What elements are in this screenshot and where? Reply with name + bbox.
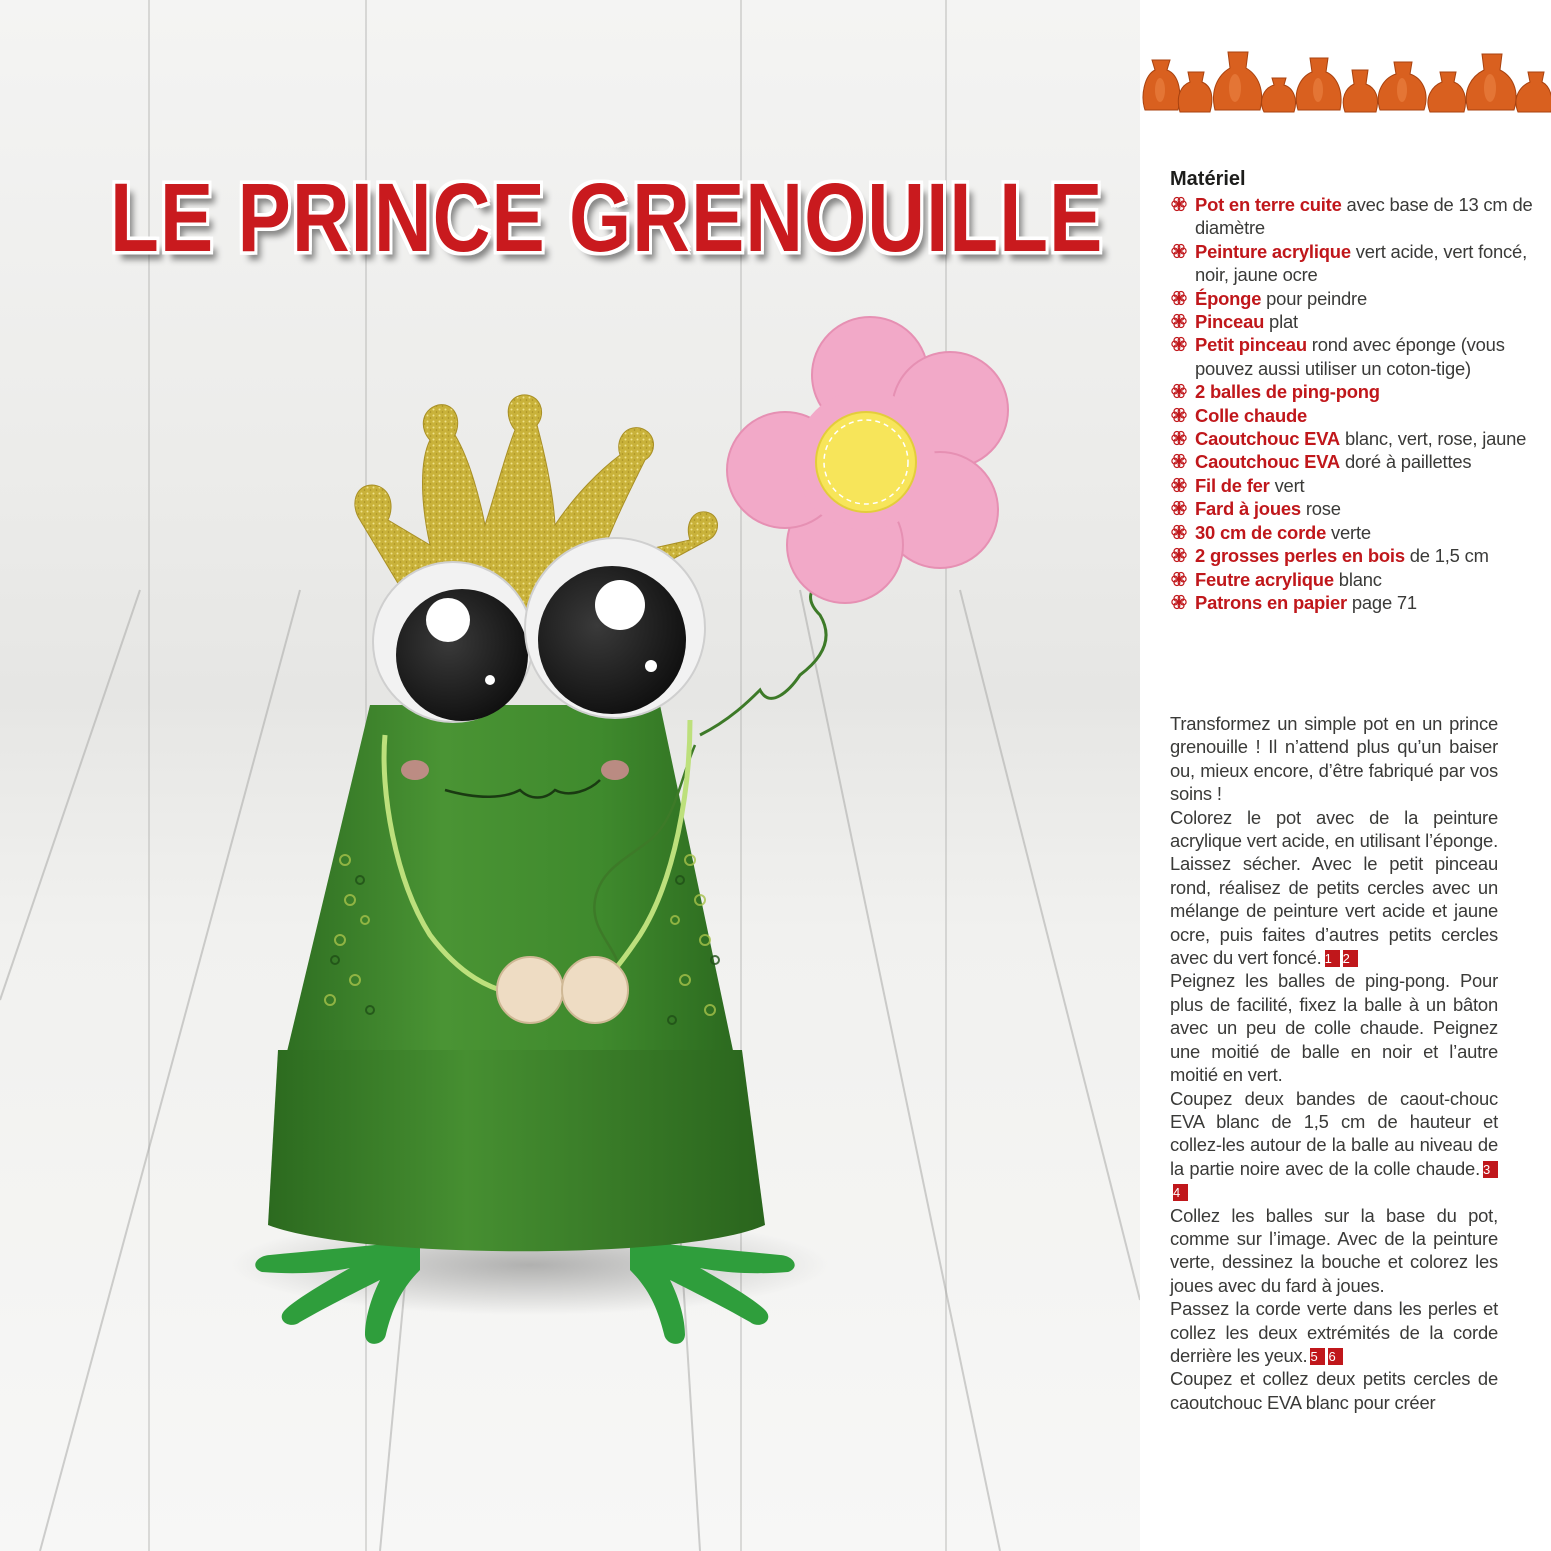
flower-bullet-icon: [1170, 195, 1188, 213]
material-detail: blanc, vert, rose, jaune: [1340, 428, 1527, 450]
materials-list: [1170, 168, 1540, 614]
flower-wire: [700, 580, 826, 735]
material-name: Caoutchouc EVA: [1195, 428, 1341, 450]
material-name: 2 balles de ping-pong: [1195, 381, 1380, 403]
material-name: Feutre acrylique: [1195, 568, 1334, 590]
right-eye: [525, 538, 705, 718]
material-detail: vert acide, vert foncé, noir, jaune ocre: [1195, 240, 1527, 286]
material-item: [1170, 240, 1540, 287]
material-item: [1170, 544, 1540, 567]
material-item: [1170, 427, 1540, 450]
flower-bullet-icon: [1170, 242, 1188, 260]
pink-flower: [727, 317, 1008, 603]
instruction-text: Coupez deux bandes de caout-chouc EVA blanc de 1,5 cm de hauteur et collez-les autour de la balle au niveau de la partie noire avec de la colle chaude.: [1170, 1087, 1498, 1179]
flower-bullet-icon: [1170, 570, 1188, 588]
instruction-text: Transformez un simple pot en un prince grenouille ! Il n’attend plus qu’un baiser ou, mieux encore, d’être fabriqué par vos soins !: [1170, 713, 1498, 805]
material-item: [1170, 310, 1540, 333]
step-number-badge: 5: [1310, 1348, 1325, 1365]
material-name: Éponge: [1195, 287, 1262, 309]
material-name: Colle chaude: [1195, 404, 1308, 426]
material-detail: rose: [1300, 498, 1341, 520]
step-number-badge: 6: [1328, 1348, 1343, 1365]
material-detail: avec base de 13 cm de diamètre: [1195, 194, 1533, 239]
material-name: Patrons en papier: [1195, 591, 1347, 613]
right-cheek: [601, 760, 629, 780]
flower-bullet-icon: [1170, 593, 1188, 611]
flower-bullet-icon: [1170, 289, 1188, 307]
flower-bullet-icon: [1170, 452, 1188, 470]
instruction-paragraph: [1170, 1204, 1498, 1298]
material-item: [1170, 521, 1540, 544]
instruction-paragraph: [1170, 969, 1498, 1086]
instruction-paragraph: [1170, 1087, 1498, 1204]
flower-bullet-icon: [1170, 382, 1188, 400]
materials-items: [1170, 193, 1540, 614]
material-item: [1170, 591, 1540, 614]
material-detail: vert: [1269, 474, 1305, 496]
instruction-text: Colorez le pot avec de la peinture acrylique vert acide, en utilisant l’éponge. Laissez sécher. Avec le petit pinceau rond, réalisez de petits cercles avec un mélange de peinture vert acide et jaune ocre, puis faites d’autres petits cercles avec du vert foncé.: [1170, 806, 1498, 969]
material-name: 2 grosses perles en bois: [1195, 545, 1405, 567]
material-name: Petit pinceau: [1195, 334, 1307, 356]
instruction-paragraph: [1170, 1367, 1498, 1414]
wood-bead-right: [562, 957, 628, 1023]
instruction-text: Coupez et collez deux petits cercles de caoutchouc EVA blanc pour créer: [1170, 1368, 1498, 1413]
wood-bead-left: [497, 957, 563, 1023]
material-detail: plat: [1264, 311, 1298, 333]
pottery-band-image: [1140, 40, 1551, 122]
instruction-text: Peignez les balles de ping-pong. Pour plus de facilité, fixez la balle à un bâton avec un peu de colle chaude. Peignez une moitié de balle en noir et l’autre moitié en vert.: [1170, 970, 1498, 1086]
material-name: 30 cm de corde: [1195, 521, 1327, 543]
material-item: [1170, 193, 1540, 240]
flower-bullet-icon: [1170, 523, 1188, 541]
material-detail: blanc: [1333, 568, 1382, 590]
material-item: [1170, 404, 1540, 427]
step-number-badge: 1: [1325, 950, 1340, 967]
flower-bullet-icon: [1170, 335, 1188, 353]
step-number-badge: 3: [1483, 1161, 1498, 1178]
material-name: Peinture acrylique: [1195, 240, 1351, 262]
instruction-text: Collez les balles sur la base du pot, comme sur l’image. Avec de la peinture verte, dessinez la bouche et colorez les joues avec du fard à joues.: [1170, 1204, 1498, 1296]
material-detail: verte: [1326, 521, 1371, 543]
left-cheek: [401, 760, 429, 780]
instructions-text: [1170, 712, 1498, 1414]
step-number-badge: 2: [1343, 950, 1358, 967]
flower-bullet-icon: [1170, 406, 1188, 424]
material-name: Pinceau: [1195, 311, 1265, 333]
materials-heading: Matériel: [1170, 168, 1246, 190]
instruction-text: Passez la corde verte dans les perles et collez les deux extrémités de la corde derrière les yeux.: [1170, 1298, 1498, 1366]
flower-bullet-icon: [1170, 312, 1188, 330]
material-detail: pour peindre: [1261, 287, 1368, 309]
material-name: Fard à joues: [1195, 498, 1301, 520]
material-item: [1170, 333, 1540, 380]
flower-bullet-icon: [1170, 429, 1188, 447]
flower-bullet-icon: [1170, 499, 1188, 517]
material-item: [1170, 497, 1540, 520]
flower-bullet-icon: [1170, 546, 1188, 564]
material-detail: rond avec éponge (vous pouvez aussi utiliser un coton-tige): [1195, 334, 1505, 379]
flower-bullet-icon: [1170, 476, 1188, 494]
material-name: Fil de fer: [1195, 474, 1270, 496]
sidebar: [1140, 0, 1551, 1551]
material-item: [1170, 380, 1540, 403]
material-detail: page 71: [1346, 591, 1417, 613]
material-detail: de 1,5 cm: [1404, 545, 1489, 567]
material-item: [1170, 450, 1540, 473]
left-eye: [373, 562, 533, 722]
material-item: [1170, 287, 1540, 310]
step-number-badge: 4: [1173, 1184, 1188, 1201]
material-detail: doré à paillettes: [1340, 451, 1472, 473]
material-name: Pot en terre cuite: [1195, 194, 1342, 215]
page-title: LE PRINCE GRENOUILLE: [110, 163, 1104, 272]
material-item: [1170, 474, 1540, 497]
instruction-paragraph: [1170, 1297, 1498, 1367]
material-item: [1170, 568, 1540, 591]
material-name: Caoutchouc EVA: [1195, 451, 1341, 473]
instruction-paragraph: [1170, 806, 1498, 970]
flower-center: [816, 412, 916, 512]
instruction-paragraph: [1170, 712, 1498, 806]
pot-rim: [268, 1050, 765, 1251]
